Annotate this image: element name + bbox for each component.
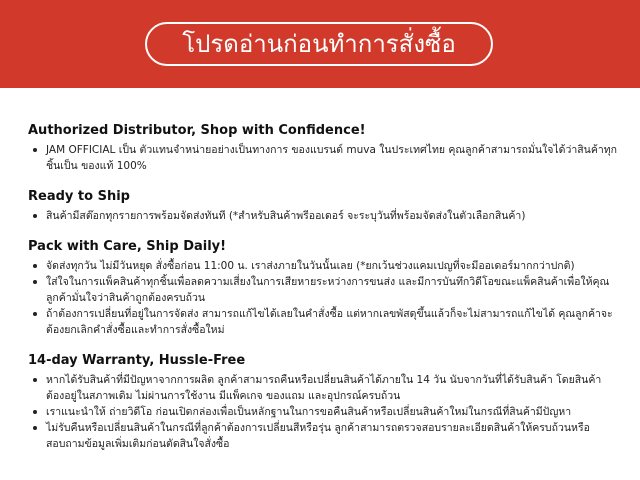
list-item — [28, 404, 618, 420]
section-title: Pack with Care, Ship Daily! — [28, 239, 227, 254]
bullet-icon — [33, 264, 37, 268]
list-item-text: หากได้รับสินค้าที่มีปัญหาจากการผลิต ลูกค้าสามารถคืนหรือเปลี่ยนสินค้าได้ภายใน 14 วัน นับจากวันที่ได้รับสินค้า โดยสินค้าต้องอยู่ในสภาพเดิม ไม่ผ่านการใช้งาน มีแพ็คเกจ ของแถม และอุปกรณ์ครบถ้วน — [46, 374, 602, 402]
bullet-icon — [33, 410, 37, 414]
list-item-text: จัดส่งทุกวัน ไม่มีวันหยุด สั่งซื้อก่อน 11:00 น. เราส่งภายในวันนั้นเลย (*ยกเว้นช่วงแคมเปญที่จะมีออเดอร์มากกว่าปกติ) — [46, 260, 575, 272]
list-item — [28, 306, 618, 338]
bullet-list — [28, 142, 618, 174]
header-banner — [0, 0, 640, 88]
list-item — [28, 258, 618, 274]
list-item — [28, 420, 618, 452]
bullet-icon — [33, 426, 37, 430]
policy-content — [28, 122, 618, 466]
section-pack-with-care — [28, 238, 618, 338]
list-item — [28, 208, 618, 224]
bullet-icon — [33, 148, 37, 152]
section-title: 14-day Warranty, Hussle-Free — [28, 353, 246, 368]
banner-title-pill — [145, 22, 493, 66]
bullet-list — [28, 372, 618, 452]
bullet-icon — [33, 214, 37, 218]
section-ready-to-ship — [28, 188, 618, 224]
list-item-text: ไม่รับคืนหรือเปลี่ยนสินค้าในกรณีที่ลูกค้าต้องการเปลี่ยนสีหรือรุ่น ลูกค้าสามารถตรวจสอบรายละเอียดสินค้าให้ครบถ้วนหรือสอบถามข้อมูลเพิ่มเติมก่อนตัดสินใจสั่งซื้อ — [46, 422, 590, 450]
bullet-icon — [33, 312, 37, 316]
list-item-text: สินค้ามีสต๊อกทุกรายการพร้อมจัดส่งทันที (*สำหรับสินค้าพรีออเดอร์ จะระบุวันที่พร้อมจัดส่งในตัวเลือกสินค้า) — [46, 210, 526, 222]
list-item-text: เราแนะนำให้ ถ่ายวิดีโอ ก่อนเปิดกล่องเพื่อเป็นหลักฐานในการขอคืนสินค้าหรือเปลี่ยนสินค้าใหม่ในกรณีที่สินค้ามีปัญหา — [46, 406, 572, 418]
list-item-text: ถ้าต้องการเปลี่ยนที่อยู่ในการจัดส่ง สามารถแก้ไขได้เลยในคำสั่งซื้อ แต่หากเลขพัสดุขึ้นแล้วก็จะไม่สามารถแก้ไขได้ คุณลูกค้าจะต้องยกเลิกคำสั่งซื้อและทำการสั่งซื้อใหม่ — [46, 308, 613, 336]
section-title: Ready to Ship — [28, 189, 130, 204]
list-item — [28, 274, 618, 306]
section-title: Authorized Distributor, Shop with Confidence! — [28, 123, 366, 138]
list-item — [28, 142, 618, 174]
bullet-icon — [33, 280, 37, 284]
list-item — [28, 372, 618, 404]
bullet-icon — [33, 378, 37, 382]
bullet-list — [28, 258, 618, 338]
list-item-text: ใส่ใจในการแพ็คสินค้าทุกชิ้นเพื่อลดความเสี่ยงในการเสียหายระหว่างการขนส่ง และมีการบันทึกวิดีโอขณะแพ็คสินค้าเพื่อให้คุณลูกค้ามั่นใจว่าสินค้าถูกต้องครบถ้วน — [46, 276, 610, 304]
bullet-list — [28, 208, 618, 224]
list-item-text: JAM OFFICIAL เป็น ตัวแทนจำหน่ายอย่างเป็นทางการ ของแบรนด์ muva ในประเทศไทย คุณลูกค้าสามารถมั่นใจได้ว่าสินค้าทุกชิ้นเป็น ของแท้ 100% — [46, 144, 618, 172]
section-authorized-distributor — [28, 122, 618, 174]
banner-title: โปรดอ่านก่อนทำการสั่งซื้อ — [182, 30, 456, 58]
section-warranty — [28, 352, 618, 452]
